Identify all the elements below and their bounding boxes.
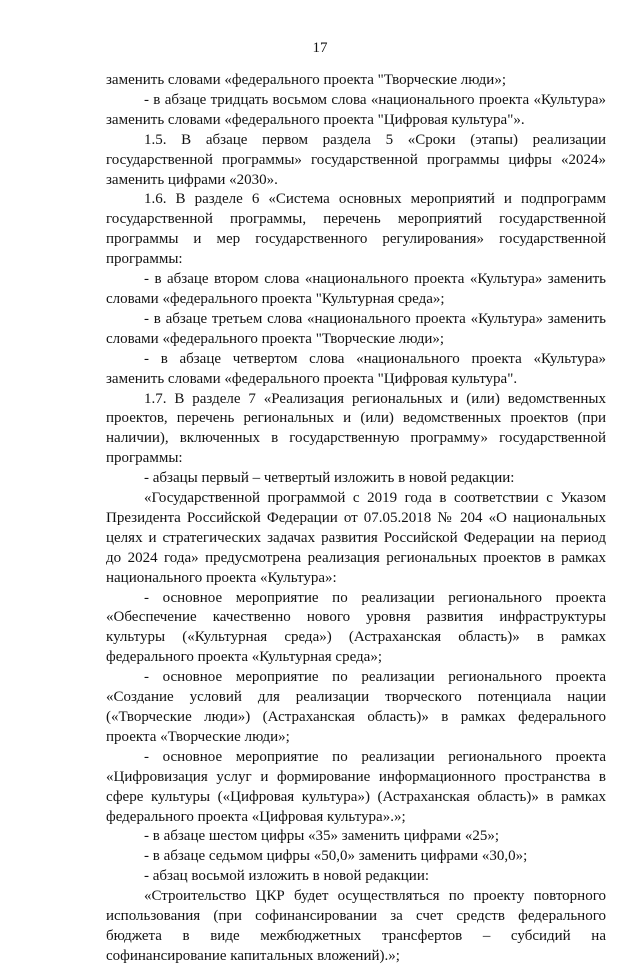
paragraph: - в абзаце тридцать восьмом слова «национального проекта «Культура» заменить словами «федерального проекта "Цифровая культура"». <box>106 91 606 128</box>
paragraph: - основное мероприятие по реализации регионального проекта «Цифровизация услуг и формирование информационного пространства в сфере культуры («Цифровая культура») (Астраханская область)» в рамках федерального проекта «Цифровая культура».»; <box>106 748 606 825</box>
page-number: 17 <box>312 40 328 56</box>
paragraph: - в абзаце втором слова «национального проекта «Культура» заменить словами «федерального проекта "Культурная среда»; <box>106 271 606 307</box>
document-body <box>106 71 606 967</box>
paragraph: - абзацы первый – четвертый изложить в новой редакции: <box>144 470 515 487</box>
paragraph: 1.5. В абзаце первом раздела 5 «Сроки (этапы) реализации государственной программы» государственной программы цифры «2024» заменить цифрами «2030». <box>106 131 606 188</box>
paragraph: - абзац восьмой изложить в новой редакции: <box>144 868 430 885</box>
paragraph: «Строительство ЦКР будет осуществляться по проекту повторного использования (при софинансировании за счет средств федерального бюджета в виде межбюджетных трансфертов – субсидий на софинансирование капитальных вложений).»; <box>106 888 606 964</box>
paragraph: - в абзаце шестом цифры «35» заменить цифрами «25»; <box>144 828 500 845</box>
paragraph: - в абзаце седьмом цифры «50,0» заменить цифрами «30,0»; <box>144 848 528 865</box>
paragraph: - в абзаце четвертом слова «национального проекта «Культура» заменить словами «федерального проекта "Цифровая культура". <box>106 350 606 387</box>
paragraph: «Государственной программой с 2019 года в соответствии с Указом Президента Российской Федерации от 07.05.2018 № 204 «О национальных целях и стратегических задачах развития Российской Федерации на период до 2024 года» предусмотрена реализация региональных проектов в рамках национального проекта «Культура»: <box>106 490 606 586</box>
paragraph: 1.7. В разделе 7 «Реализация региональных и (или) ведомственных проектов, перечень региональных и (или) ведомственных проектов (при наличии), включенных в государственную программу» государственной программы: <box>106 390 606 467</box>
paragraph: - в абзаце третьем слова «национального проекта «Культура» заменить словами «федерального проекта "Творческие люди»; <box>106 310 606 347</box>
paragraph: - основное мероприятие по реализации регионального проекта «Создание условий для реализации творческого потенциала нации («Творческие люди») (Астраханская область)» в рамках федерального проекта «Творческие люди»; <box>106 669 606 745</box>
paragraph: - основное мероприятие по реализации регионального проекта «Обеспечение качественно нового уровня развития инфраструктуры культуры («Культурная среда») (Астраханская область)» в рамках федерального проекта «Культурная среда»; <box>106 589 606 666</box>
paragraph: 1.6. В разделе 6 «Система основных мероприятий и подпрограмм государственной программы, перечень мероприятий государственной программы и мер государственного регулирования» государственной программы: <box>106 191 606 268</box>
paragraph: заменить словами «федерального проекта "Творческие люди»; <box>106 72 506 88</box>
